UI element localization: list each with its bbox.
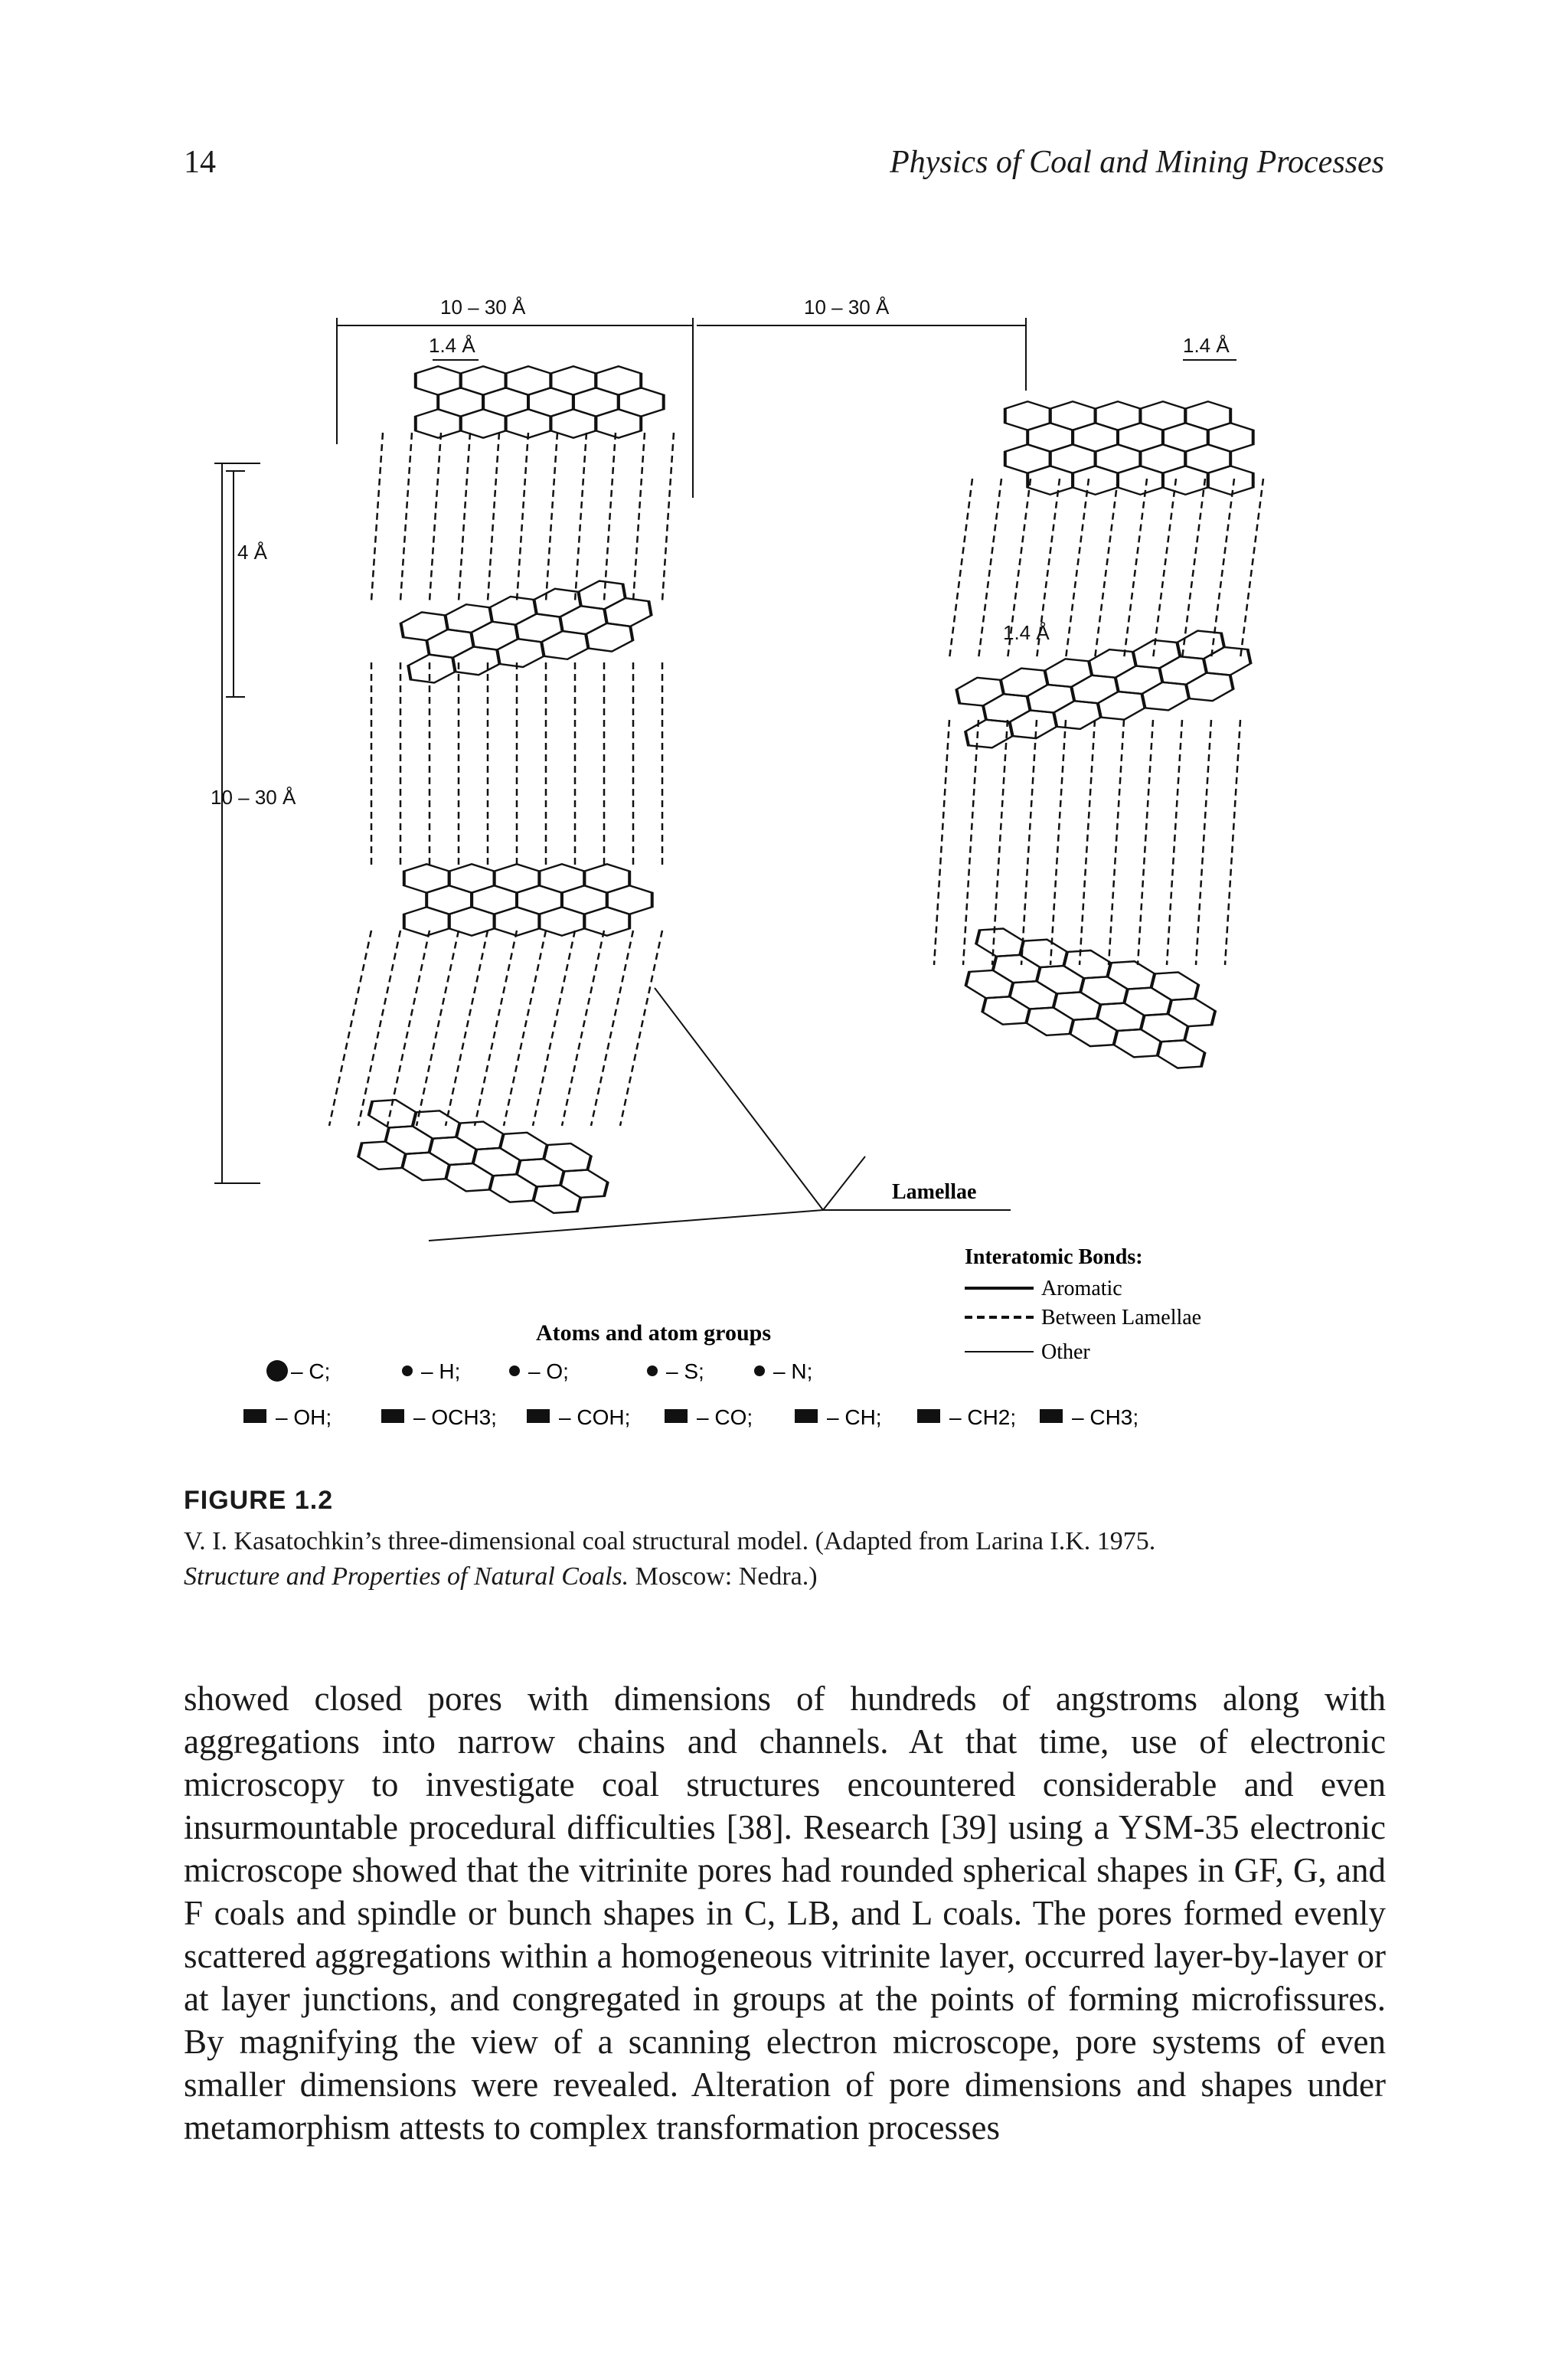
- page-number: 14: [184, 145, 216, 180]
- atom-legend-label: – C;: [291, 1359, 331, 1383]
- lamella-layer: [404, 864, 652, 936]
- bond-other-label: Other: [1041, 1340, 1090, 1364]
- between-lamellae-bond: [546, 433, 557, 601]
- aromatic-ring: [585, 620, 634, 656]
- lamella-layer: [1005, 401, 1253, 495]
- dim-label-top-left: 10 – 30 Å: [440, 296, 526, 319]
- between-lamellae-bond: [633, 433, 645, 601]
- between-lamellae-bond: [1124, 479, 1147, 659]
- between-lamellae-bond: [591, 931, 633, 1126]
- aromatic-ring: [416, 409, 461, 437]
- between-lamellae-bond: [1050, 720, 1066, 965]
- between-lamellae-bond: [1153, 479, 1176, 659]
- aromatic-ring: [426, 626, 475, 662]
- between-lamellae-bond: [1021, 720, 1037, 965]
- aromatic-ring: [596, 409, 641, 437]
- between-lamellae-bond: [459, 433, 470, 601]
- aromatic-ring: [444, 600, 493, 636]
- atom-symbol-icon: [647, 1366, 658, 1376]
- aromatic-ring: [577, 577, 626, 613]
- dim-label-ring-mid: 1.4 Å: [1003, 621, 1050, 644]
- atom-legend-label: – H;: [421, 1359, 461, 1383]
- aromatic-ring: [1052, 696, 1102, 734]
- between-lamellae-bond: [504, 931, 546, 1126]
- bonds-legend-title: Interatomic Bonds:: [965, 1245, 1143, 1269]
- atom-group-legend-label: – OH;: [276, 1405, 332, 1429]
- dim-label-interlayer: 4 Å: [237, 541, 268, 564]
- between-lamellae-bond: [963, 720, 978, 965]
- aromatic-ring: [981, 991, 1031, 1030]
- lamellae-group: [357, 366, 1256, 1224]
- aromatic-ring: [444, 1158, 495, 1197]
- aromatic-ring: [400, 1147, 451, 1186]
- atom-group-symbol-icon: [917, 1409, 940, 1423]
- figure-caption-label: FIGURE 1.2: [184, 1486, 334, 1515]
- between-lamellae-bond: [329, 931, 371, 1126]
- aromatic-ring: [514, 610, 564, 646]
- aromatic-ring: [407, 651, 456, 687]
- atom-group-legend-label: – CH2;: [949, 1405, 1017, 1429]
- between-lamellae-bond: [949, 479, 972, 659]
- aromatic-ring: [496, 635, 545, 671]
- bond-aromatic-label: Aromatic: [1041, 1277, 1122, 1300]
- dim-label-ring-right: 1.4 Å: [1183, 334, 1230, 357]
- aromatic-ring: [488, 593, 537, 629]
- aromatic-ring: [357, 1136, 407, 1175]
- between-lamellae-bond: [1211, 479, 1234, 659]
- between-lamellae-bond: [1225, 720, 1240, 965]
- aromatic-ring: [1208, 466, 1253, 494]
- between-lamellae-bond: [517, 433, 528, 601]
- between-lamellae-bond: [488, 433, 499, 601]
- lamella-layer: [959, 923, 1222, 1073]
- lamella-layer: [416, 366, 664, 438]
- atom-group-legend-label: – OCH3;: [413, 1405, 497, 1429]
- atom-group-symbol-icon: [665, 1409, 688, 1423]
- between-lamellae-bond: [604, 433, 616, 601]
- aromatic-ring: [1156, 1035, 1207, 1074]
- atoms-legend: [243, 1359, 1138, 1429]
- atom-group-legend-label: – CH;: [827, 1405, 882, 1429]
- aromatic-ring: [533, 585, 582, 621]
- between-lamellae-bond: [1080, 720, 1095, 965]
- atom-legend-label: – N;: [773, 1359, 813, 1383]
- aromatic-ring: [1027, 466, 1073, 494]
- aromatic-ring: [404, 907, 449, 935]
- aromatic-ring: [559, 1164, 609, 1203]
- between-lamellae-bond: [430, 433, 441, 601]
- aromatic-ring: [1166, 993, 1217, 1032]
- aromatic-ring: [1118, 466, 1163, 494]
- atoms-legend-title: Atoms and atom groups: [536, 1320, 771, 1346]
- between-lamellae-bond: [387, 931, 430, 1126]
- between-lamellae-bonds: [329, 433, 1263, 1126]
- lamella-layer: [955, 621, 1256, 752]
- aromatic-ring: [1096, 687, 1146, 724]
- between-lamellae-bond: [358, 931, 400, 1126]
- between-lamellae-bond: [446, 931, 488, 1126]
- between-lamellae-bond: [400, 433, 412, 601]
- aromatic-ring: [452, 643, 501, 679]
- atom-symbol-icon: [509, 1366, 520, 1376]
- aromatic-ring: [603, 594, 652, 630]
- between-lamellae-bond: [1138, 720, 1153, 965]
- aromatic-ring: [955, 673, 1004, 711]
- lamella-layer: [357, 1094, 615, 1224]
- aromatic-ring: [470, 618, 519, 654]
- aromatic-ring: [541, 627, 590, 663]
- atom-group-symbol-icon: [527, 1409, 550, 1423]
- between-lamellae-bond: [575, 433, 586, 601]
- caption-text: V. I. Kasatochkin’s three-dimensional coal structural model. (Adapted from Larina I.K. 1975.: [184, 1527, 1156, 1555]
- between-lamellae-bond: [934, 720, 949, 965]
- atom-legend-label: – S;: [666, 1359, 704, 1383]
- aromatic-ring: [531, 1179, 582, 1218]
- aromatic-ring: [1068, 1013, 1119, 1052]
- between-lamellae-bond: [1240, 479, 1263, 659]
- between-lamellae-bond: [662, 433, 674, 601]
- aromatic-ring: [1141, 678, 1191, 715]
- aromatic-ring: [1112, 1024, 1162, 1063]
- aromatic-ring: [400, 608, 449, 644]
- between-lamellae-bond: [533, 931, 575, 1126]
- dim-label-top-right: 10 – 30 Å: [804, 296, 890, 319]
- coal-structure-figure: [199, 276, 1378, 1470]
- between-lamellae-bond: [620, 931, 662, 1126]
- between-lamellae-bond: [475, 931, 517, 1126]
- atom-group-symbol-icon: [795, 1409, 818, 1423]
- atom-group-legend-label: – COH;: [559, 1405, 631, 1429]
- aromatic-ring: [584, 907, 629, 935]
- atom-legend-label: – O;: [528, 1359, 569, 1383]
- between-lamellae-bond: [371, 433, 383, 601]
- bonds-legend: [965, 1245, 1201, 1364]
- body-paragraph: showed closed pores with dimensions of hundreds of angstroms along with aggregations into narrow chains and channels. At that time, use of electronic microscopy to investigate coal structures encountered considerable and even insurmountable procedural difficulties [38]. Research [39] using a YSM-35 electronic microscope showed that the vitrinite pores had rounded spherical shapes in GF, G, and F coals and spindle or bunch shapes in C, LB, and L coals. The pores formed evenly scattered aggregations within a homogeneous vitrinite layer, occurred layer-by-layer or at layer junctions, and congregated in groups at the points of forming microfissures. By magnifying the view of a scanning electron microscope, pore systems of even smaller dimensions were revealed. Alteration of pore dimensions and shapes under metamorphism attests to complex transformation processes: [184, 1680, 1386, 2147]
- running-head: Physics of Coal and Mining Processes: [890, 145, 1384, 180]
- caption-source-rest: Moscow: Nedra.): [635, 1562, 818, 1591]
- atom-symbol-icon: [754, 1366, 765, 1376]
- atom-group-symbol-icon: [243, 1409, 266, 1423]
- aromatic-ring: [1163, 466, 1208, 494]
- dim-label-stack: 10 – 30 Å: [211, 786, 296, 809]
- between-lamellae-bond: [1066, 479, 1089, 659]
- between-lamellae-bond: [1196, 720, 1211, 965]
- aromatic-ring: [559, 602, 608, 638]
- atom-group-legend-label: – CO;: [697, 1405, 753, 1429]
- between-lamellae-bond: [1167, 720, 1182, 965]
- aromatic-ring: [488, 1169, 538, 1208]
- figure-caption: [184, 1524, 1386, 1594]
- aromatic-ring: [1024, 1002, 1075, 1041]
- aromatic-ring: [1184, 668, 1234, 705]
- caption-source-title: Structure and Properties of Natural Coals.: [184, 1562, 629, 1591]
- dim-label-ring-left: 1.4 Å: [429, 334, 475, 357]
- lamellae-label: Lamellae: [892, 1180, 977, 1204]
- aromatic-ring: [1073, 466, 1118, 494]
- atom-group-symbol-icon: [1040, 1409, 1063, 1423]
- lamella-layer: [400, 573, 656, 686]
- atom-group-legend-label: – CH3;: [1072, 1405, 1139, 1429]
- atom-symbol-icon: [402, 1366, 413, 1376]
- between-lamellae-bond: [562, 931, 604, 1126]
- between-lamellae-bond: [1109, 720, 1124, 965]
- aromatic-ring: [1008, 705, 1058, 743]
- atom-symbol-icon: [266, 1360, 288, 1382]
- atom-group-symbol-icon: [381, 1409, 404, 1423]
- bond-between-label: Between Lamellae: [1041, 1306, 1202, 1330]
- between-lamellae-bond: [416, 931, 459, 1126]
- between-lamellae-bond: [1095, 479, 1118, 659]
- between-lamellae-bond: [978, 479, 1001, 659]
